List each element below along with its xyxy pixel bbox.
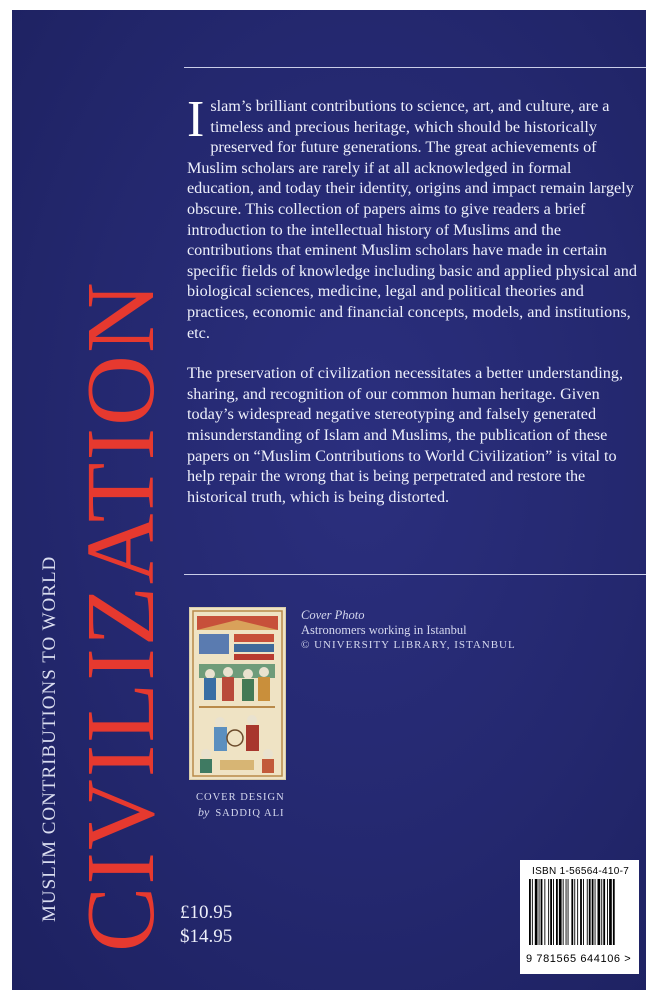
barcode-icon bbox=[526, 877, 633, 947]
barcode-box bbox=[520, 860, 639, 974]
drop-cap: I bbox=[187, 91, 205, 148]
photo-credit-caption: Astronomers working in Istanbul bbox=[301, 623, 467, 637]
design-credit-label: COVER DESIGN bbox=[196, 792, 285, 803]
cover-subtitle: MUSLIM CONTRIBUTIONS TO WORLD bbox=[39, 555, 60, 922]
astronomers-miniature-image bbox=[190, 608, 285, 779]
isbn-label: ISBN 1-56564-410-7 bbox=[532, 866, 630, 877]
barcode-digits: 9 781565 644106 > bbox=[526, 953, 632, 965]
design-credit bbox=[196, 791, 285, 821]
blurb-paragraph-2: The preservation of civilization necessitates a better understanding, sharing, and recognition of our common human heritage. Given today’s widespread negative stereotyping and falsely generated misunderstanding of Islam and Muslims, the publication of these papers on “Muslim Contributions to World Civilization” is vital to help repair the wrong that is being perpetrated and restore the historical truth, which is being distorted. bbox=[187, 364, 624, 506]
photo-credit-copyright: © UNIVERSITY LIBRARY, ISTANBUL bbox=[301, 639, 516, 651]
cover-photo-thumbnail bbox=[189, 607, 286, 780]
photo-credit bbox=[301, 608, 516, 653]
cover-title: CIVILIZATION bbox=[67, 280, 175, 952]
blurb-paragraph-1 bbox=[187, 91, 639, 343]
price-gbp: £10.95 bbox=[180, 902, 233, 923]
photo-credit-heading: Cover Photo bbox=[301, 608, 365, 622]
design-credit-name: SADDIQ ALI bbox=[215, 808, 285, 819]
design-credit-by: by bbox=[198, 805, 210, 819]
back-cover bbox=[12, 10, 646, 990]
price-usd: $14.95 bbox=[180, 926, 233, 947]
blurb bbox=[187, 91, 639, 527]
middle-rule bbox=[184, 574, 646, 575]
top-rule bbox=[184, 67, 646, 68]
price-list bbox=[180, 901, 232, 949]
blurb-paragraph-1-text: slam’s brilliant contributions to science, art, and culture, are a timeless and precious heritage, which should be historically preserved for future generations. The great achievements of Muslim scholars are rarely if at all acknowledged in formal education, and today their identity, origins and impact remain largely obscure. This collection of papers aims to give readers a brief introduction to the intellectual history of Muslims and the contributions that eminent Muslim scholars have made in certain specific fields of knowledge including basic and applied physical and biological sciences, medicine, legal and political theories and practices, economic and financial concepts, models, and institutions, etc. bbox=[187, 97, 637, 342]
